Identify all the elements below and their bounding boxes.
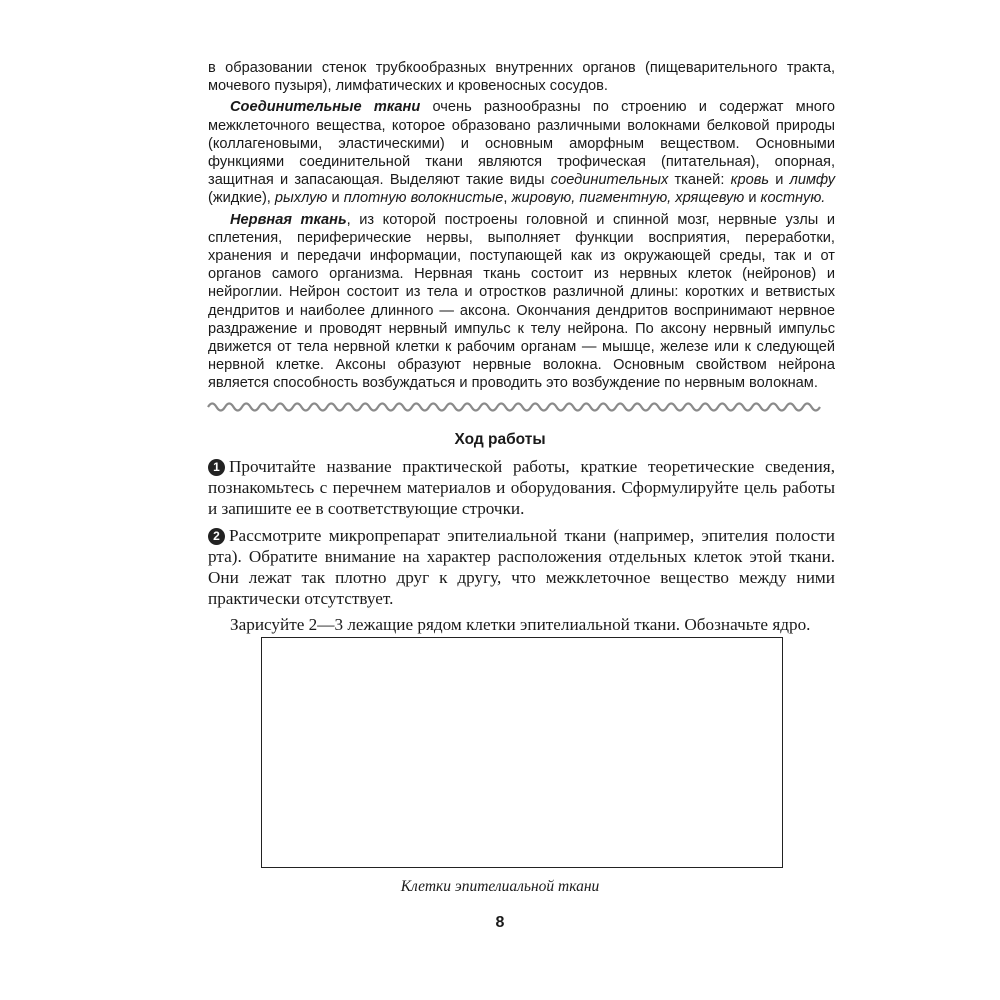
nervous-tissue-term: Нервная ткань	[230, 211, 347, 228]
drawing-area-box[interactable]	[261, 637, 783, 868]
italic-run: соединительных	[550, 172, 669, 189]
italic-run: кровь	[730, 172, 770, 189]
figure-caption: Клетки эпителиальной ткани	[400, 878, 600, 895]
theory-paragraph-continuation: в образовании стенок трубкообразных внутренних органов (пищеварительного тракта, мочевого пузыря), лимфатических и кровеносных сосудов.	[208, 60, 835, 95]
text-run: и	[744, 190, 761, 207]
step-1	[208, 456, 835, 520]
italic-run: лимфу	[789, 172, 835, 189]
text-run: тканей:	[668, 172, 731, 189]
text-run: и	[769, 172, 790, 189]
work-steps	[208, 456, 835, 636]
italic-run: рыхлую	[274, 190, 328, 207]
italic-run: жировую, пигментную, хрящевую	[511, 190, 745, 207]
connective-tissue-term: Соединительные ткани	[230, 99, 421, 116]
nervous-tissue-paragraph	[208, 211, 835, 393]
step-number-badge: 1	[208, 459, 225, 476]
step-number-badge: 2	[208, 528, 225, 545]
text-run: (жидкие),	[208, 190, 275, 207]
wavy-divider	[206, 400, 836, 414]
text-run: и	[327, 190, 344, 207]
connective-tissue-paragraph	[208, 98, 835, 207]
text-run: очень разнообразны по строению и содержат много межклеточного вещества, которое образовано различными волокнами белковой природы (коллагеновыми, эластическими) и основным аморфным веществом. Основными функциями соединительной ткани являются трофическая (питательная), опорная, защитная и запасающая. Выделяют такие виды	[208, 99, 835, 189]
text-run: , из которой построены головной и спинной мозг, нервные узлы и сплетения, периферические нервы, выполняет функции восприятия, переработки, хранения и передачи информации, поступающей как из окружающей среды, так и от органов самого организма. Нервная ткань состоит из нервных клеток (нейронов) и нейроглии. Нейрон состоит из тела и отростков различной длины: коротких и ветвистых дендритов и наиболее длинного — аксона. Окончания дендритов воспринимают нервное раздражение и проводят нервный импульс к телу нейрона. По аксону нервный импульс движется от тела нервной клетки к рабочим органам — мышце, железе или к следующей нервной клетке. Аксоны образуют нервные волокна. Основным свойством нейрона является способность возбуждаться и проводить это возбуждение по нервным волокнам.	[208, 211, 835, 392]
section-heading: Ход работы	[454, 431, 546, 448]
step-text: Рассмотрите микропрепарат эпителиальной ткани (например, эпителия полости рта). Обратите внимание на характер расположения отдельных клеток этой ткани. Они лежат так плотно друг к другу, что межклеточное вещество между ними практически отсутствует.	[208, 525, 835, 609]
italic-run: костную.	[760, 190, 826, 207]
step-text: Прочитайте название практической работы, краткие теоретические сведения, познакомьтесь с перечнем материалов и оборудования. Сформулируйте цель работы и запишите ее в соответствующие строчки.	[208, 457, 835, 519]
theory-text	[208, 59, 835, 393]
drawing-instruction: Зарисуйте 2—3 лежащие рядом клетки эпителиальной ткани. Обозначьте ядро.	[230, 615, 811, 635]
step-2	[208, 525, 835, 610]
page-number: 8	[495, 914, 505, 931]
italic-run: плотную волокнистые	[343, 190, 504, 207]
text-run: ,	[503, 190, 512, 207]
